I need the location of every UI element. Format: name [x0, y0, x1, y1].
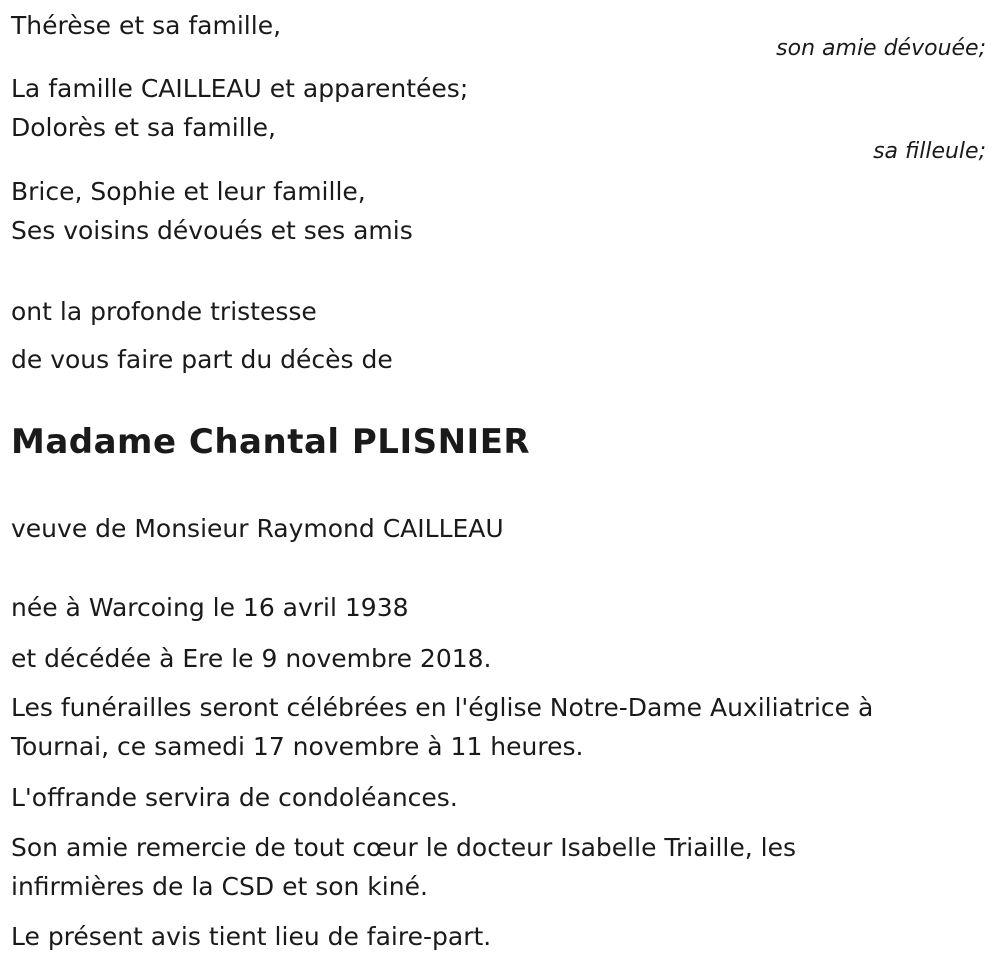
closing-line: Le présent avis tient lieu de faire-part.: [11, 922, 492, 951]
family-line-voisins: Ses voisins dévoués et ses amis: [11, 216, 413, 245]
family-role-filleule: sa filleule;: [873, 139, 986, 164]
family-role-amie: son amie dévouée;: [776, 36, 986, 61]
funeral-line-2: Tournai, ce samedi 17 novembre à 11 heures.: [11, 732, 584, 761]
family-line-therese: Thérèse et sa famille,: [11, 11, 282, 40]
death-line: et décédée à Ere le 9 novembre 2018.: [11, 644, 492, 673]
widow-of-line: veuve de Monsieur Raymond CAILLEAU: [11, 514, 504, 543]
thanks-line-1: Son amie remercie de tout cœur le docteur Isabelle Triaille, les: [11, 833, 796, 862]
announcement-line-1: ont la profonde tristesse: [11, 297, 317, 326]
family-line-dolores: Dolorès et sa famille,: [11, 113, 276, 142]
announcement-line-2: de vous faire part du décès de: [11, 345, 393, 374]
thanks-line-2: infirmières de la CSD et son kiné.: [11, 872, 428, 901]
family-line-cailleau: La famille CAILLEAU et apparentées;: [11, 74, 469, 103]
deceased-name: Madame Chantal PLISNIER: [11, 422, 531, 462]
birth-line: née à Warcoing le 16 avril 1938: [11, 593, 409, 622]
offering-line: L'offrande servira de condoléances.: [11, 783, 458, 812]
family-line-brice: Brice, Sophie et leur famille,: [11, 177, 366, 206]
funeral-line-1: Les funérailles seront célébrées en l'église Notre-Dame Auxiliatrice à: [11, 693, 874, 722]
